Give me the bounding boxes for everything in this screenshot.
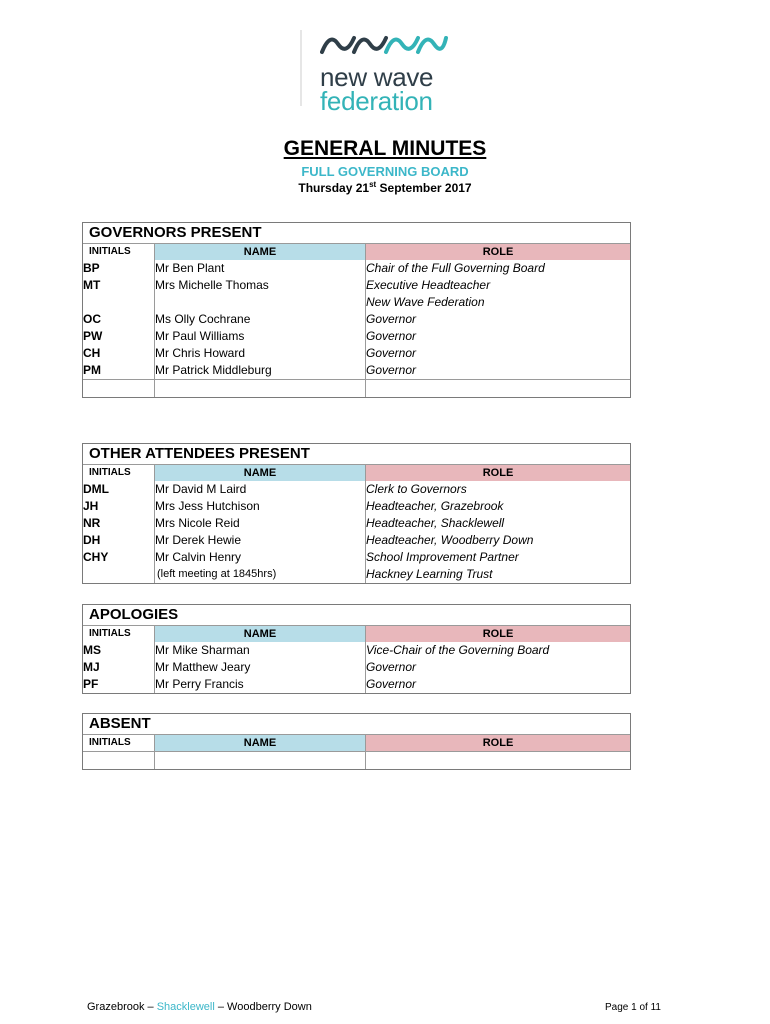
name-cell: Mr Derek Hewie xyxy=(155,532,366,549)
table-row xyxy=(83,277,630,294)
footer-school-shacklewell: Shacklewell xyxy=(156,1001,215,1013)
name-note: (left meeting at 1845hrs) xyxy=(157,568,277,580)
section-title: OTHER ATTENDEES PRESENT xyxy=(89,445,310,462)
name-cell: Ms Olly Cochrane xyxy=(155,311,366,328)
name-cell: Mrs Nicole Reid xyxy=(155,515,366,532)
initials-cell: OC xyxy=(83,312,101,326)
initials-cell: MT xyxy=(83,278,101,292)
table-header-row xyxy=(83,465,630,482)
role-cell: Clerk to Governors xyxy=(366,481,631,498)
section-title: ABSENT xyxy=(89,715,151,732)
other-attendees-table xyxy=(83,464,630,583)
table-header-row xyxy=(83,244,630,261)
table-header-row xyxy=(83,626,630,643)
table-row xyxy=(83,362,630,380)
table-row xyxy=(83,566,630,583)
section-title: APOLOGIES xyxy=(89,606,179,623)
logo-text-line1: new wave xyxy=(320,62,434,92)
date-suffix: September 2017 xyxy=(376,181,472,195)
role-cell: Headteacher, Grazebrook xyxy=(366,498,631,515)
initials-cell: DML xyxy=(83,482,109,496)
initials-cell: MJ xyxy=(83,660,100,674)
role-header: ROLE xyxy=(366,735,631,752)
role-cell: Governor xyxy=(366,362,631,380)
apologies-table xyxy=(83,625,630,693)
role-header: ROLE xyxy=(366,244,631,261)
name-cell: Mrs Jess Hutchison xyxy=(155,498,366,515)
meeting-date xyxy=(0,180,770,196)
absent-section xyxy=(82,713,631,770)
name-header: NAME xyxy=(155,244,366,261)
empty-row xyxy=(83,752,630,770)
absent-table xyxy=(83,734,630,769)
name-cell: Mr Mike Sharman xyxy=(155,642,366,659)
table-row xyxy=(83,532,630,549)
footer-school-woodberry-down: Woodberry Down xyxy=(227,1001,312,1013)
logo-divider xyxy=(300,30,302,106)
role-cell: Executive Headteacher xyxy=(366,277,631,294)
document-subtitle: FULL GOVERNING BOARD xyxy=(301,164,469,179)
logo-text-line2: federation xyxy=(320,86,433,116)
role-header: ROLE xyxy=(366,465,631,482)
table-row xyxy=(83,659,630,676)
table-row xyxy=(83,498,630,515)
empty-row xyxy=(83,380,630,398)
initials-cell xyxy=(83,566,155,583)
name-cell: Mr Paul Williams xyxy=(155,328,366,345)
role-cell: Headteacher, Shacklewell xyxy=(366,515,631,532)
table-row xyxy=(83,481,630,498)
table-row xyxy=(83,642,630,659)
empty-cell xyxy=(83,752,155,770)
name-cell: Mr Perry Francis xyxy=(155,676,366,693)
initials-header: INITIALS xyxy=(83,465,155,482)
name-cell: Mr Calvin Henry xyxy=(155,549,366,566)
empty-cell xyxy=(366,752,631,770)
table-row xyxy=(83,549,630,566)
name-cell: Mr Chris Howard xyxy=(155,345,366,362)
role-cell: School Improvement Partner xyxy=(366,549,631,566)
role-cell: Governor xyxy=(366,676,631,693)
name-header: NAME xyxy=(155,735,366,752)
role-cell: Vice-Chair of the Governing Board xyxy=(366,642,631,659)
table-row xyxy=(83,328,630,345)
name-cell: Mr Ben Plant xyxy=(155,260,366,277)
footer-school-grazebrook: Grazebrook xyxy=(87,1001,145,1013)
footer-separator: – xyxy=(214,1001,228,1013)
document-title: GENERAL MINUTES xyxy=(283,137,487,160)
empty-cell xyxy=(155,380,366,398)
name-cell xyxy=(155,566,366,583)
name-header: NAME xyxy=(155,465,366,482)
initials-cell: PW xyxy=(83,329,103,343)
name-cell: Mr Matthew Jeary xyxy=(155,659,366,676)
initials-cell: DH xyxy=(83,533,101,547)
page-number: Page 1 of 11 xyxy=(605,1002,661,1013)
date-ordinal: st xyxy=(369,180,377,189)
role-cell: Governor xyxy=(366,311,631,328)
new-wave-federation-logo xyxy=(300,30,460,116)
initials-cell xyxy=(83,294,155,311)
role-cell: New Wave Federation xyxy=(366,294,631,311)
table-row xyxy=(83,676,630,693)
wave-icon xyxy=(320,30,450,60)
initials-cell: NR xyxy=(83,516,101,530)
initials-cell: MS xyxy=(83,643,101,657)
other-attendees-section xyxy=(82,443,631,584)
name-cell: Mr David M Laird xyxy=(155,481,366,498)
empty-cell xyxy=(155,752,366,770)
table-row xyxy=(83,345,630,362)
table-row xyxy=(83,311,630,328)
initials-cell: CHY xyxy=(83,550,109,564)
role-cell: Governor xyxy=(366,328,631,345)
table-row xyxy=(83,294,630,311)
initials-cell: PM xyxy=(83,363,101,377)
name-cell xyxy=(155,294,366,311)
initials-header: INITIALS xyxy=(83,244,155,261)
initials-cell: PF xyxy=(83,677,99,691)
initials-cell: JH xyxy=(83,499,99,513)
role-cell: Headteacher, Woodberry Down xyxy=(366,532,631,549)
footer-separator: – xyxy=(144,1001,157,1013)
empty-cell xyxy=(83,380,155,398)
name-cell: Mrs Michelle Thomas xyxy=(155,277,366,294)
date-prefix: Thursday 21 xyxy=(298,181,370,195)
role-cell: Governor xyxy=(366,345,631,362)
governors-present-section xyxy=(82,222,631,398)
table-row xyxy=(83,260,630,277)
role-cell: Chair of the Full Governing Board xyxy=(366,260,631,277)
initials-cell: CH xyxy=(83,346,101,360)
role-cell: Hackney Learning Trust xyxy=(366,566,631,583)
role-cell: Governor xyxy=(366,659,631,676)
table-header-row xyxy=(83,735,630,752)
name-cell: Mr Patrick Middleburg xyxy=(155,362,366,380)
initials-header: INITIALS xyxy=(83,626,155,643)
empty-cell xyxy=(366,380,631,398)
governors-table xyxy=(83,243,630,397)
section-title: GOVERNORS PRESENT xyxy=(89,224,262,241)
initials-header: INITIALS xyxy=(83,735,155,752)
initials-cell: BP xyxy=(83,261,100,275)
table-row xyxy=(83,515,630,532)
role-header: ROLE xyxy=(366,626,631,643)
footer-schools xyxy=(87,1000,312,1014)
name-header: NAME xyxy=(155,626,366,643)
apologies-section xyxy=(82,604,631,694)
